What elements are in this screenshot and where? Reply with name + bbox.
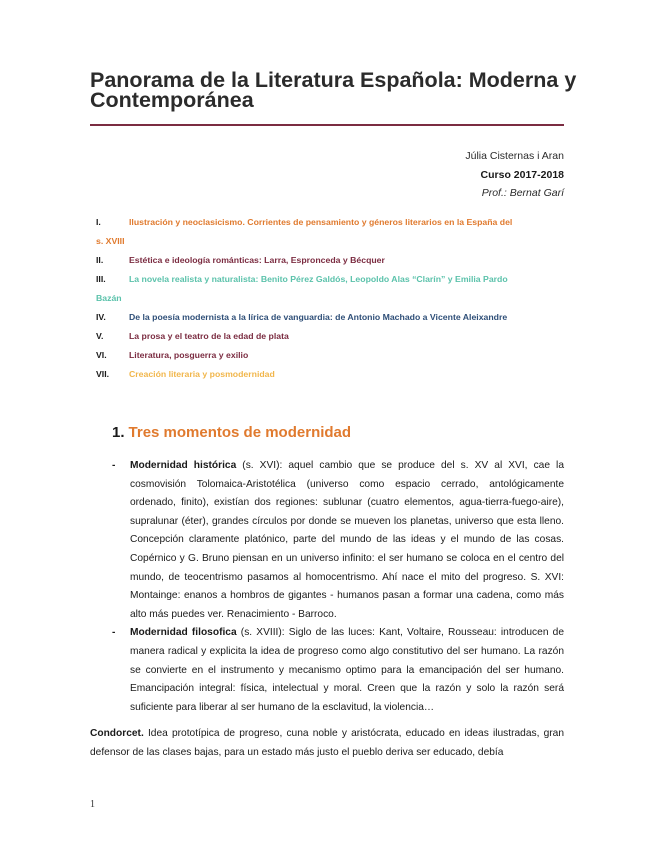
toc-item-number: IV.	[96, 312, 106, 322]
bullet-term: Modernidad filosofica	[130, 627, 237, 639]
toc-item-number: V.	[96, 331, 104, 341]
page-number: 1	[90, 799, 95, 810]
author-name: Júlia Cisternas i Aran	[465, 150, 564, 162]
toc-item[interactable]	[96, 346, 564, 365]
bullet-text: (s. XVI): aquel cambio que se produce del s. XV al XVI, cae la cosmovisión Tolomaica-Aristotélica (universo como espacio cerrado, antológicamente ordenado, finito), existían dos regiones: sublunar (cuatro elementos, agua-tierra-fuego-aire), supralunar (éter), grandes círculos por donde se mueven los planetas, universo que esta lleno. Concepción claramente platónico, parte del mundo de las ideas y el mundo de las cosas. Copérnico y G. Bruno piensan en un universo infinito: el ser humano se coloca en el centro del mundo, de teocentrismo pasamos al homocentrismo. Ahí nace el mito del progreso. S. XVI: Montainge: enanos a hombros de gigantes - humanos pasan a formar una cadena, como más alto más puedes ver. Renacimiento - Barroco.	[130, 460, 564, 620]
bullet-dash: -	[112, 460, 116, 471]
toc-item-number: I.	[96, 217, 101, 227]
document-title: Panorama de la Literatura Española: Moderna y Contemporánea	[90, 68, 577, 112]
toc-item-label-continuation: s. XVIII	[96, 236, 125, 246]
section-number: 1.	[112, 424, 125, 441]
toc-item-label: Literatura, posguerra y exilio	[129, 350, 249, 360]
course-year: Curso 2017-2018	[480, 168, 564, 181]
bullet-text: (s. XVIII): Siglo de las luces: Kant, Voltaire, Rousseau: introducen de manera radical y explicita la idea de progreso como algo constitutivo del ser humano. La razón se convierte en el instrumento y mecanismo optimo para la emancipación del ser humano. Emancipación integral: física, intelectual y moral. Creen que la razón y solo la razón será suficiente para liberar al ser humano de la esclavitud, la violencia…	[130, 627, 564, 713]
bullet-term: Modernidad histórica	[130, 460, 237, 471]
toc-item[interactable]	[96, 251, 564, 270]
toc-item-number: VI.	[96, 350, 107, 360]
list-item	[112, 457, 564, 624]
toc-item[interactable]	[96, 213, 564, 251]
bullet-dash: -	[112, 627, 116, 639]
toc-item-label: La prosa y el teatro de la edad de plata	[129, 331, 289, 341]
professor-name: Prof.: Bernat Garí	[481, 187, 564, 199]
toc-item[interactable]	[96, 365, 564, 384]
bullet-list	[112, 457, 564, 717]
list-item	[112, 624, 564, 717]
title-rule	[90, 124, 564, 126]
toc-item-number: VII.	[96, 369, 110, 379]
body-paragraph	[90, 725, 564, 762]
toc-item[interactable]	[96, 327, 564, 346]
section-title: Tres momentos de modernidad	[128, 424, 352, 441]
toc-item-label: Estética e ideología románticas: Larra, Espronceda y Bécquer	[129, 255, 385, 265]
table-of-contents	[96, 213, 564, 384]
toc-item[interactable]	[96, 270, 564, 308]
toc-item-label: Creación literaria y posmodernidad	[129, 369, 275, 379]
paragraph-text: Idea prototípica de progreso, cuna noble y aristócrata, educado en ideas ilustradas, gran defensor de las clases bajas, para un estado más justo el pueblo deriva ser educado, debía	[90, 728, 564, 758]
toc-item-label: La novela realista y naturalista: Benito Pérez Galdós, Leopoldo Alas “Clarín” y Emilia Pardo	[129, 274, 508, 284]
toc-item-number: III.	[96, 274, 106, 284]
paragraph-term: Condorcet.	[90, 728, 144, 739]
document-meta	[465, 147, 564, 203]
toc-item-label: Ilustración y neoclasicismo. Corrientes de pensamiento y géneros literarios en la España del	[129, 217, 513, 227]
section-heading	[112, 424, 351, 441]
toc-item-label: De la poesía modernista a la lírica de vanguardia: de Antonio Machado a Vicente Aleixandre	[129, 312, 508, 322]
toc-item-label-continuation: Bazán	[96, 293, 122, 303]
toc-item[interactable]	[96, 308, 564, 327]
toc-item-number: II.	[96, 255, 104, 265]
